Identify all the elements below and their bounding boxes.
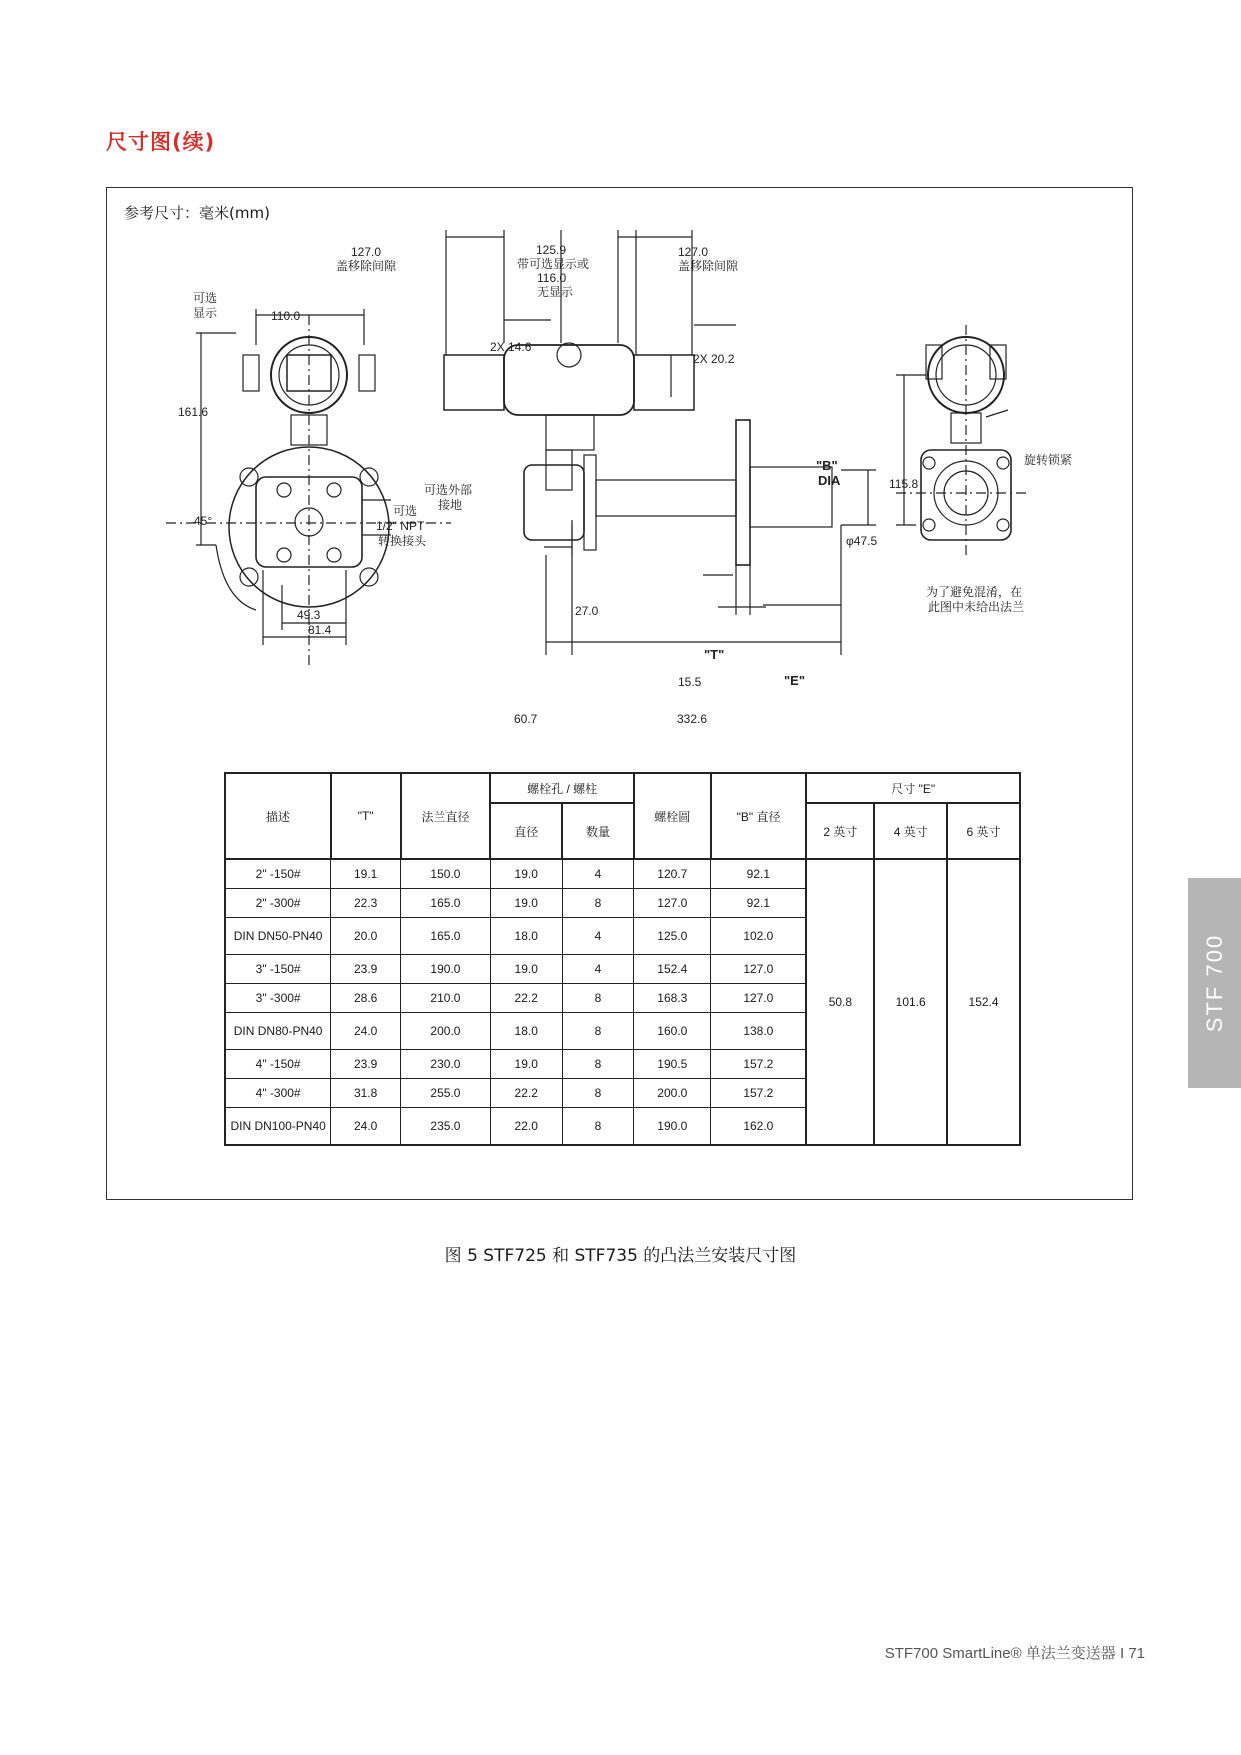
- cell-b: 102.0: [711, 918, 807, 955]
- label-b: "B": [816, 458, 838, 473]
- note-npt-3: 转换接头: [378, 534, 427, 548]
- header-t: "T": [331, 773, 401, 859]
- reference-units-label: 参考尺寸：毫米(mm): [124, 204, 270, 222]
- cell-circle: 200.0: [634, 1079, 711, 1108]
- note-optional-display-1: 可选: [193, 291, 218, 305]
- side-tab: [1188, 878, 1241, 1088]
- dim-81-4: 81.4: [308, 623, 332, 637]
- cell-desc: 2" -300#: [225, 889, 331, 918]
- dim-49-3: 49.3: [297, 608, 321, 622]
- header-bolt-circle: 螺栓圆: [634, 773, 711, 859]
- cell-t: 23.9: [331, 1050, 401, 1079]
- header-e6: 6 英寸: [947, 803, 1020, 859]
- cell-flange: 230.0: [401, 1050, 491, 1079]
- table-row: [225, 859, 1020, 889]
- cell-desc: 4" -150#: [225, 1050, 331, 1079]
- cell-circle: 125.0: [634, 918, 711, 955]
- dim-116-note: 无显示: [537, 285, 574, 299]
- dim-60-7: 60.7: [514, 712, 538, 726]
- section-title: 尺寸图(续): [106, 130, 216, 154]
- cell-qty: 8: [562, 1050, 634, 1079]
- cell-circle: 160.0: [634, 1013, 711, 1050]
- note-optional-display-2: 显示: [193, 306, 218, 320]
- cell-desc: 2" -150#: [225, 859, 331, 889]
- cell-desc: 4" -300#: [225, 1079, 331, 1108]
- cell-circle: 190.0: [634, 1108, 711, 1146]
- cell-t: 23.9: [331, 955, 401, 984]
- cell-desc: 3" -300#: [225, 984, 331, 1013]
- cell-qty: 8: [562, 1079, 634, 1108]
- cell-qty: 8: [562, 1108, 634, 1146]
- cell-bolt-dia: 19.0: [490, 955, 562, 984]
- cell-qty: 4: [562, 955, 634, 984]
- dim-2x-20-2: 2X 20.2: [693, 352, 735, 366]
- cell-qty: 8: [562, 984, 634, 1013]
- header-e4: 4 英寸: [874, 803, 947, 859]
- cell-qty: 4: [562, 859, 634, 889]
- cell-qty: 8: [562, 1013, 634, 1050]
- cell-b: 92.1: [711, 859, 807, 889]
- header-e-group: 尺寸 "E": [806, 773, 1020, 803]
- note-rotate-lock: 旋转锁紧: [1024, 453, 1073, 467]
- note-ext-ground-2: 接地: [438, 498, 463, 512]
- note-npt-2: 1/2" NPT: [376, 519, 425, 533]
- cell-flange: 150.0: [401, 859, 491, 889]
- cell-b: 127.0: [711, 955, 807, 984]
- cell-desc: DIN DN80-PN40: [225, 1013, 331, 1050]
- cell-bolt-dia: 19.0: [490, 859, 562, 889]
- dim-127-right-note: 盖移除间隙: [678, 259, 739, 273]
- cell-t: 22.3: [331, 889, 401, 918]
- cell-circle: 127.0: [634, 889, 711, 918]
- dimension-table: [224, 772, 1021, 1146]
- label-e: "E": [784, 673, 805, 688]
- cell-t: 20.0: [331, 918, 401, 955]
- cell-bolt-dia: 18.0: [490, 918, 562, 955]
- cell-circle: 152.4: [634, 955, 711, 984]
- header-bolt-dia: 直径: [490, 803, 562, 859]
- header-bolt-qty: 数量: [562, 803, 634, 859]
- dim-15-5: 15.5: [678, 675, 702, 689]
- cell-b: 92.1: [711, 889, 807, 918]
- cell-circle: 168.3: [634, 984, 711, 1013]
- dim-125-9: 125.9: [536, 243, 567, 257]
- cell-desc: 3" -150#: [225, 955, 331, 984]
- cell-b: 157.2: [711, 1050, 807, 1079]
- cell-b: 127.0: [711, 984, 807, 1013]
- cell-bolt-dia: 22.2: [490, 984, 562, 1013]
- cell-qty: 8: [562, 889, 634, 918]
- cell-bolt-dia: 19.0: [490, 889, 562, 918]
- cell-flange: 165.0: [401, 889, 491, 918]
- cell-bolt-dia: 19.0: [490, 1050, 562, 1079]
- cell-b: 162.0: [711, 1108, 807, 1146]
- note-flange-2: 此图中未给出法兰: [928, 600, 1025, 614]
- dim-27: 27.0: [575, 604, 599, 618]
- figure-caption: 图 5 STF725 和 STF735 的凸法兰安装尺寸图: [444, 1246, 797, 1266]
- dim-127-left-note: 盖移除间隙: [336, 259, 397, 273]
- cell-b: 138.0: [711, 1013, 807, 1050]
- cell-flange: 210.0: [401, 984, 491, 1013]
- cell-desc: DIN DN50-PN40: [225, 918, 331, 955]
- header-e2: 2 英寸: [806, 803, 874, 859]
- note-ext-ground-1: 可选外部: [424, 483, 473, 497]
- front-view: [229, 337, 391, 607]
- dim-127-left: 127.0: [351, 245, 382, 259]
- cell-e2: 50.8: [806, 859, 874, 1145]
- note-npt-1: 可选: [393, 504, 418, 518]
- cell-circle: 190.5: [634, 1050, 711, 1079]
- cell-t: 24.0: [331, 1013, 401, 1050]
- dim-116: 116.0: [537, 271, 567, 285]
- dim-110: 110.0: [271, 309, 301, 323]
- header-desc: 描述: [225, 773, 331, 859]
- cell-bolt-dia: 18.0: [490, 1013, 562, 1050]
- side-view: [524, 420, 832, 565]
- label-t: "T": [704, 647, 725, 662]
- cell-desc: DIN DN100-PN40: [225, 1108, 331, 1146]
- dim-127-right: 127.0: [678, 245, 709, 259]
- note-flange-1: 为了避免混淆，在: [926, 585, 1023, 599]
- side-tab-label: STF 700: [1201, 933, 1227, 1033]
- cell-flange: 165.0: [401, 918, 491, 955]
- cell-e4: 101.6: [874, 859, 947, 1145]
- cell-t: 28.6: [331, 984, 401, 1013]
- cell-bolt-dia: 22.2: [490, 1079, 562, 1108]
- label-b-dia: DIA: [818, 473, 841, 488]
- dimension-drawing: [106, 225, 1133, 745]
- page-footer: STF700 SmartLine® 单法兰变送器 I 71: [884, 1645, 1145, 1662]
- header-bolt-group: 螺栓孔 / 螺柱: [490, 773, 634, 803]
- cell-bolt-dia: 22.0: [490, 1108, 562, 1146]
- top-view: [444, 343, 694, 450]
- cell-flange: 255.0: [401, 1079, 491, 1108]
- cell-flange: 190.0: [401, 955, 491, 984]
- dim-125-9-note: 带可选显示或: [517, 257, 590, 271]
- dim-47-5: φ47.5: [846, 534, 878, 548]
- dim-45-deg: 45°: [194, 514, 213, 528]
- dim-161-6: 161.6: [178, 405, 209, 419]
- cell-qty: 4: [562, 918, 634, 955]
- cell-t: 31.8: [331, 1079, 401, 1108]
- dim-332-6: 332.6: [677, 712, 708, 726]
- cell-circle: 120.7: [634, 859, 711, 889]
- cell-flange: 200.0: [401, 1013, 491, 1050]
- cell-b: 157.2: [711, 1079, 807, 1108]
- header-flange-dia: 法兰直径: [401, 773, 491, 859]
- cell-e6: 152.4: [947, 859, 1020, 1145]
- dim-2x-14-6: 2X 14.6: [490, 340, 532, 354]
- cell-t: 19.1: [331, 859, 401, 889]
- cell-flange: 235.0: [401, 1108, 491, 1146]
- header-b-dia: "B" 直径: [711, 773, 807, 859]
- cell-t: 24.0: [331, 1108, 401, 1146]
- dim-115-8: 115.8: [889, 477, 919, 491]
